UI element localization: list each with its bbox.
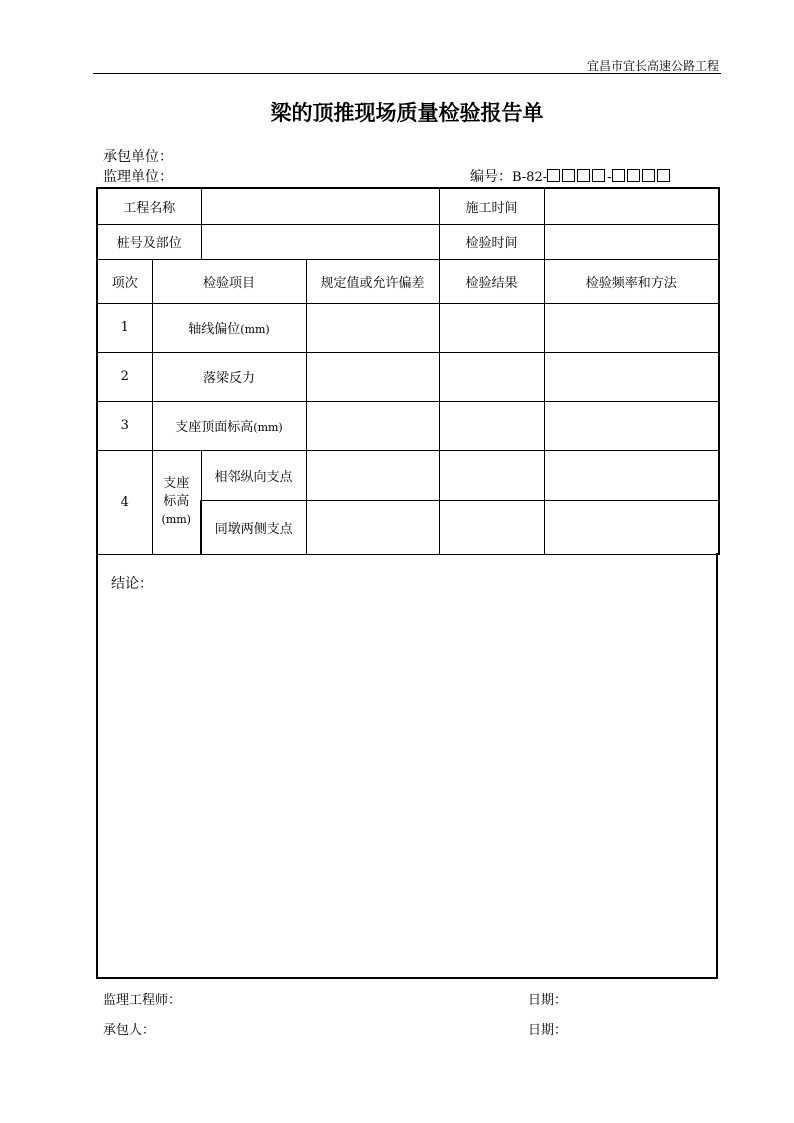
table-row [97, 450, 719, 500]
project-name-value[interactable] [201, 188, 439, 224]
group-label-line: 支座 [163, 476, 190, 491]
header-project-name: 宜昌市宜长高速公路工程 [586, 59, 719, 73]
row-result-cell[interactable] [439, 352, 544, 401]
row-item-text: 轴线偏位 [188, 322, 241, 337]
conclusion-label: 结论： [111, 576, 153, 592]
inspection-time-value[interactable] [544, 224, 719, 259]
engineer-date-label: 日期： [528, 993, 568, 1008]
row-no: 3 [97, 401, 152, 450]
row-result-cell[interactable] [439, 500, 544, 554]
table-row [97, 401, 719, 450]
table-row [97, 224, 719, 259]
row-result-cell[interactable] [439, 450, 544, 500]
page-title: 梁的顶推现场质量检验报告单 [270, 100, 544, 125]
contractor-label: 承包人： [103, 1023, 156, 1038]
code-box [627, 169, 640, 182]
row-spec-cell[interactable] [306, 303, 439, 352]
code-box [547, 169, 560, 182]
row-method-cell[interactable] [544, 352, 719, 401]
form-code-separator: - [607, 170, 612, 185]
form-code [470, 166, 672, 186]
code-box [562, 169, 575, 182]
project-name-label: 工程名称 [97, 188, 201, 224]
row-method-cell[interactable] [544, 303, 719, 352]
col-header-item: 检验项目 [152, 259, 306, 303]
row-result-cell[interactable] [439, 303, 544, 352]
row-item-text: 支座顶面标高 [175, 420, 254, 435]
row-item [152, 303, 306, 352]
row-item-unit: (mm) [240, 323, 270, 336]
header-rule [93, 73, 721, 74]
row-no: 1 [97, 303, 152, 352]
col-header-method: 检验频率和方法 [544, 259, 719, 303]
table-header-row [97, 259, 719, 303]
row-method-cell[interactable] [544, 401, 719, 450]
construction-time-label: 施工时间 [439, 188, 544, 224]
col-header-no: 项次 [97, 259, 152, 303]
code-box [577, 169, 590, 182]
inspection-table [96, 187, 720, 555]
row-spec-cell[interactable] [306, 401, 439, 450]
form-code-label: 编号： [470, 169, 512, 185]
row-no: 4 [97, 450, 152, 554]
inspection-time-label: 检验时间 [439, 224, 544, 259]
construction-time-value[interactable] [544, 188, 719, 224]
table-row [97, 188, 719, 224]
group-label-unit: (mm) [161, 513, 191, 526]
code-box [612, 169, 625, 182]
row-item [152, 401, 306, 450]
col-header-result: 检验结果 [439, 259, 544, 303]
contractor-unit-label: 承包单位： [103, 149, 173, 165]
row-item-text: 落梁反力 [203, 371, 256, 386]
code-box [642, 169, 655, 182]
row-result-cell[interactable] [439, 401, 544, 450]
table-row [97, 352, 719, 401]
row-subitem: 同墩两侧支点 [201, 500, 306, 554]
row-subitem: 相邻纵向支点 [201, 450, 306, 500]
contractor-date-label: 日期： [528, 1023, 568, 1038]
row-item-unit: (mm) [253, 421, 283, 434]
row-no: 2 [97, 352, 152, 401]
row-item [152, 352, 306, 401]
supervising-engineer-label: 监理工程师： [103, 993, 182, 1008]
conclusion-box[interactable] [96, 553, 718, 979]
code-box [657, 169, 670, 182]
row-spec-cell[interactable] [306, 352, 439, 401]
form-code-prefix: B-82- [512, 170, 548, 185]
row-spec-cell[interactable] [306, 450, 439, 500]
col-header-spec: 规定值或允许偏差 [306, 259, 439, 303]
station-value[interactable] [201, 224, 439, 259]
table-row [97, 303, 719, 352]
station-label: 桩号及部位 [97, 224, 201, 259]
code-box [592, 169, 605, 182]
row-spec-cell[interactable] [306, 500, 439, 554]
row-method-cell[interactable] [544, 450, 719, 500]
row-group-label [152, 450, 201, 554]
supervisor-unit-label: 监理单位： [103, 169, 173, 185]
row-method-cell[interactable] [544, 500, 719, 554]
group-label-line: 标高 [163, 494, 190, 509]
